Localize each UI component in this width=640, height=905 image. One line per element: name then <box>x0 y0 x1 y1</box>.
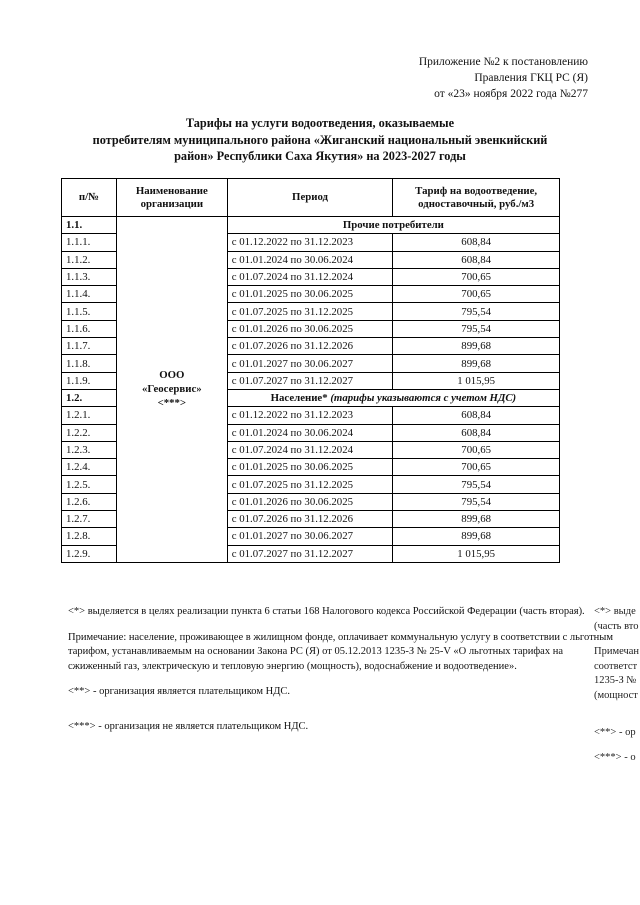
row-period: с 01.07.2026 по 31.12.2026 <box>227 338 393 355</box>
row-tariff: 608,84 <box>393 424 560 441</box>
title-line-1: Тарифы на услуги водоотведения, оказываемые <box>185 116 455 130</box>
row-number: 1.1.4. <box>62 286 117 303</box>
ghost-line: <*> выде <box>594 606 636 617</box>
org-line-3: <***> <box>157 397 187 410</box>
ghost-line: 1235-З № <box>594 675 637 686</box>
document-header <box>419 54 588 102</box>
row-tariff: 795,54 <box>393 493 560 510</box>
row-tariff: 700,65 <box>393 441 560 458</box>
note-non-vat-payer: <***> - организация не является плательщиком НДС. <box>68 720 309 732</box>
row-period: с 01.01.2024 по 30.06.2024 <box>227 251 393 268</box>
row-tariff: 700,65 <box>393 286 560 303</box>
row-period: с 01.07.2027 по 31.12.2027 <box>227 545 393 562</box>
group-number: 1.2. <box>62 389 117 406</box>
row-period: с 01.01.2027 по 30.06.2027 <box>227 355 393 372</box>
row-tariff: 899,68 <box>393 511 560 528</box>
row-number: 1.1.1. <box>62 234 117 251</box>
col-header-period: Период <box>227 179 393 217</box>
row-period: с 01.07.2027 по 31.12.2027 <box>227 372 393 389</box>
row-number: 1.1.2. <box>62 251 117 268</box>
ghost-line: соответст <box>594 660 638 672</box>
ghost-line: Примечан <box>594 646 640 657</box>
adjacent-page-fragment <box>594 605 640 765</box>
row-period: с 01.01.2025 по 30.06.2025 <box>227 459 393 476</box>
title-line-2: потребителям муниципального района «Жиганский национальный эвенкийский <box>92 132 548 147</box>
row-tariff: 795,54 <box>393 476 560 493</box>
row-period: с 01.01.2027 по 30.06.2027 <box>227 528 393 545</box>
row-tariff: 899,68 <box>393 338 560 355</box>
row-number: 1.1.3. <box>62 268 117 285</box>
row-number: 1.1.8. <box>62 355 117 372</box>
note-vat-payer: <**> - организация является плательщиком НДС. <box>68 686 290 697</box>
row-period: с 01.01.2024 по 30.06.2024 <box>227 424 393 441</box>
row-period: с 01.07.2025 по 31.12.2025 <box>227 303 393 320</box>
row-number: 1.2.9. <box>62 545 117 562</box>
row-number: 1.2.7. <box>62 511 117 528</box>
row-period: с 01.07.2026 по 31.12.2026 <box>227 511 393 528</box>
row-number: 1.2.8. <box>62 528 117 545</box>
document-title <box>0 115 640 165</box>
row-number: 1.1.9. <box>62 372 117 389</box>
row-number: 1.1.5. <box>62 303 117 320</box>
row-period: с 01.12.2022 по 31.12.2023 <box>227 407 393 424</box>
row-tariff: 1 015,95 <box>393 372 560 389</box>
group-row <box>62 217 560 234</box>
row-tariff: 608,84 <box>393 251 560 268</box>
row-tariff: 1 015,95 <box>393 545 560 562</box>
notes-block <box>68 605 613 745</box>
row-period: с 01.01.2026 по 30.06.2025 <box>227 493 393 510</box>
row-number: 1.2.4. <box>62 459 117 476</box>
ghost-line: (мощност <box>594 689 638 701</box>
row-tariff: 795,54 <box>393 320 560 337</box>
org-line-2: «Геосервис» <box>142 383 202 396</box>
row-tariff: 608,84 <box>393 234 560 251</box>
title-line-3: район» Республики Саха Якутия» на 2023-2027 годы <box>174 149 466 163</box>
note-population: Примечание: население, проживающее в жилищном фонде, оплачивает коммунальную услугу в соответствии с льготным тарифом, устанавливаемым на основании Закона РС (Я) от 05.12.2013 1235-З № 25-V «О льготных тарифах на сжиженный газ, электрическую и тепловую энергию (мощность), водоснабжение и водоотведение». <box>68 631 614 672</box>
group-number: 1.1. <box>62 217 117 234</box>
row-tariff: 899,68 <box>393 355 560 372</box>
row-period: с 01.01.2026 по 30.06.2025 <box>227 320 393 337</box>
row-number: 1.2.5. <box>62 476 117 493</box>
col-header-tariff: Тариф на водоотведение, одноставочный, руб./м3 <box>393 179 560 217</box>
row-period: с 01.07.2025 по 31.12.2025 <box>227 476 393 493</box>
row-tariff: 608,84 <box>393 407 560 424</box>
ghost-line: <***> - о <box>594 751 636 763</box>
row-number: 1.2.2. <box>62 424 117 441</box>
note-vat-allocation: <*> выделяется в целях реализации пункта 6 статьи 168 Налогового кодекса Российской Федерации (часть вторая). <box>68 606 585 617</box>
header-line-3: от «23» ноября 2022 года №277 <box>434 88 588 100</box>
row-number: 1.1.6. <box>62 320 117 337</box>
col-header-org: Наименование организации <box>116 179 227 217</box>
tariff-table <box>61 178 560 563</box>
table-header-row <box>62 179 560 217</box>
row-tariff: 700,65 <box>393 459 560 476</box>
row-period: с 01.01.2025 по 30.06.2025 <box>227 286 393 303</box>
group-title: Население* (тарифы указываются с учетом НДС) <box>227 389 559 406</box>
header-line-2: Правления ГКЦ РС (Я) <box>474 72 588 84</box>
col-header-num: п/№ <box>62 179 117 217</box>
row-period: с 01.07.2024 по 31.12.2024 <box>227 441 393 458</box>
organization-cell <box>116 217 227 563</box>
header-line-1: Приложение №2 к постановлению <box>418 56 588 68</box>
row-period: с 01.12.2022 по 31.12.2023 <box>227 234 393 251</box>
org-line-1: ООО <box>159 369 185 382</box>
row-tariff: 795,54 <box>393 303 560 320</box>
row-tariff: 700,65 <box>393 268 560 285</box>
group-title: Прочие потребители <box>227 217 559 234</box>
ghost-line: <**> - ор <box>594 727 636 738</box>
row-number: 1.1.7. <box>62 338 117 355</box>
row-period: с 01.07.2024 по 31.12.2024 <box>227 268 393 285</box>
ghost-line: (часть вто <box>594 620 639 632</box>
row-number: 1.2.3. <box>62 441 117 458</box>
row-number: 1.2.6. <box>62 493 117 510</box>
row-tariff: 899,68 <box>393 528 560 545</box>
row-number: 1.2.1. <box>62 407 117 424</box>
